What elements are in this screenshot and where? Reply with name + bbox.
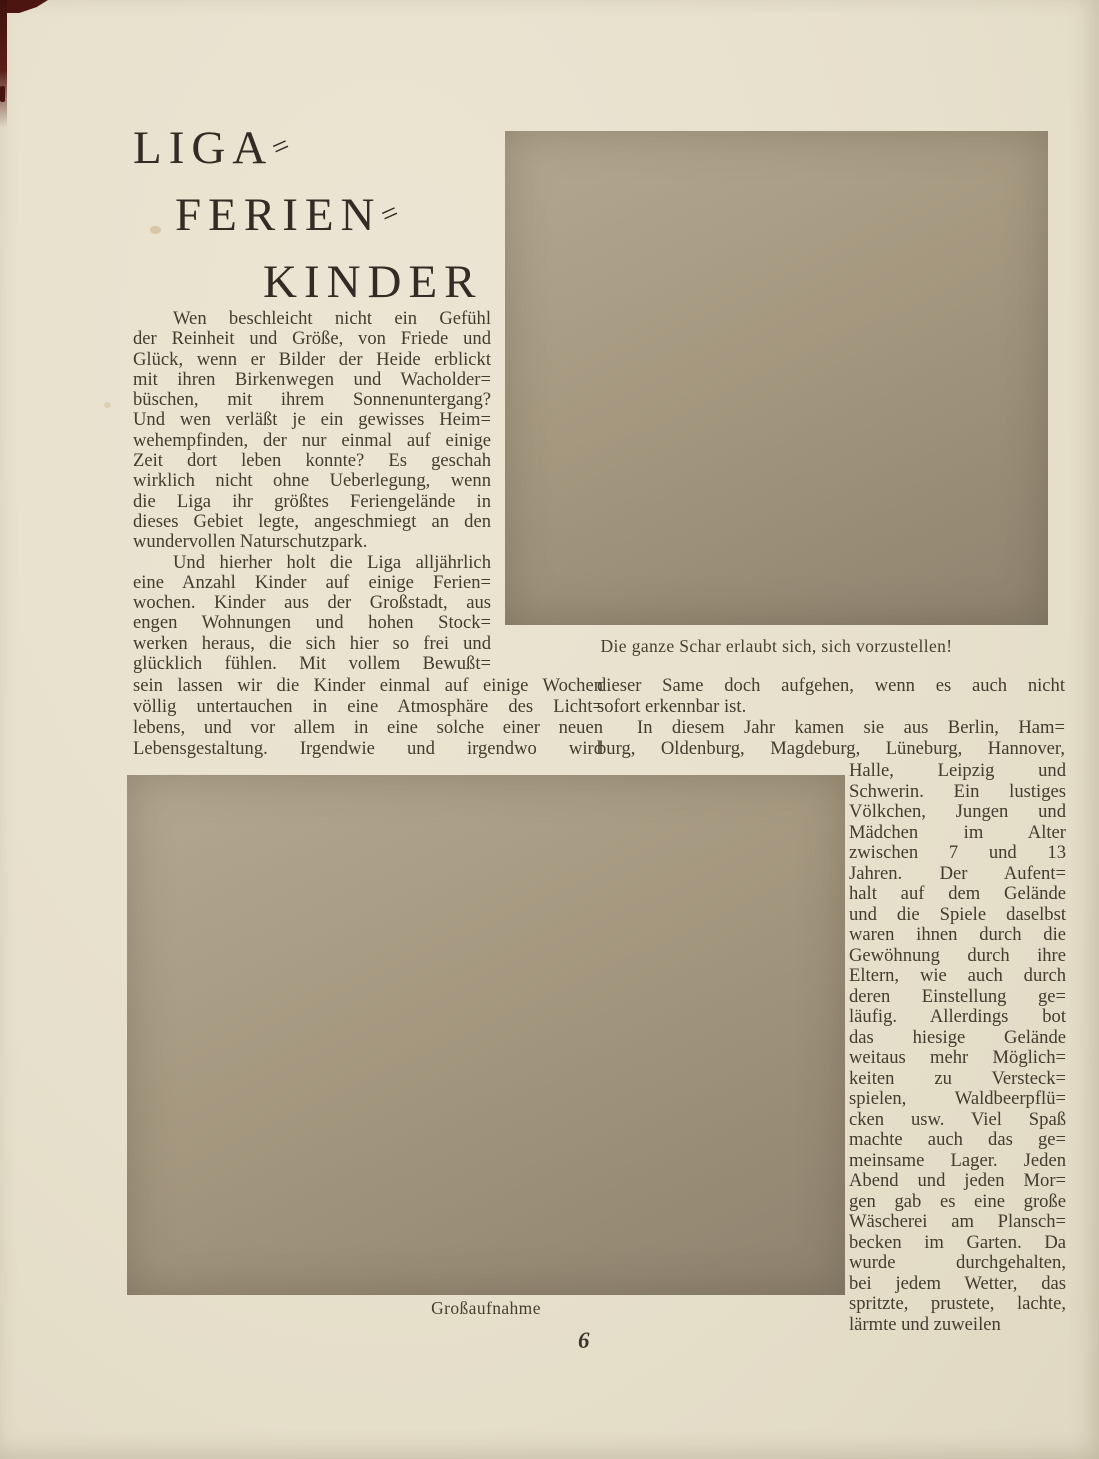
text-line: das hiesige Gelände — [849, 1026, 1066, 1048]
headline-line — [133, 118, 486, 185]
scan-edge-artifact — [0, 0, 48, 13]
text-line: wurde durchgehalten, — [849, 1252, 1066, 1273]
text-line: wirklich nicht ohne Ueberlegung, wenn — [133, 470, 491, 492]
headline-word: KINDER — [263, 256, 483, 308]
text-line: meinsame Lager. Jeden — [849, 1149, 1066, 1171]
text-line: dieser Same doch aufgehen, wenn es auch nicht — [597, 675, 1065, 696]
text-line: zwischen 7 und 13 — [849, 842, 1066, 863]
text-line: lebens, und vor allem in eine solche einer neuen — [133, 717, 603, 738]
text-line: bei jedem Wetter, das — [849, 1272, 1066, 1294]
text-line: machte auch das ge= — [849, 1129, 1066, 1150]
text-line: sofort erkennbar ist. — [597, 696, 747, 717]
scan-edge-artifact — [0, 86, 5, 102]
text-line: keiten zu Versteck= — [849, 1067, 1066, 1089]
text-line: waren ihnen durch die — [849, 924, 1066, 945]
text-line: halt auf dem Gelände — [849, 883, 1066, 904]
text-line: die Liga ihr größtes Feriengelände in — [133, 490, 491, 512]
text-line: deren Einstellung ge= — [849, 985, 1066, 1007]
text-line: läufig. Allerdings bot — [849, 1006, 1066, 1027]
text-line: Und hierher holt die Liga alljährlich — [173, 551, 491, 573]
text-line: wundervollen Naturschutzpark. — [133, 531, 368, 553]
photo-caption-bottom: Großaufnahme — [431, 1298, 541, 1318]
text-line: völlig untertauchen in eine Atmosphäre des Licht= — [133, 696, 603, 717]
text-line: In diesem Jahr kamen sie aus Berlin, Ham= — [637, 717, 1065, 738]
body-column-left-wide — [133, 675, 603, 759]
text-line: spielen, Waldbeerpflü= — [849, 1088, 1066, 1109]
text-line: büschen, mit ihrem Sonnenuntergang? — [133, 389, 491, 411]
text-line: dieses Gebiet legte, angeschmiegt an den — [133, 510, 491, 532]
text-line: burg, Oldenburg, Magdeburg, Lüneburg, Hannover, — [597, 738, 1065, 759]
photo-caption-top: Die ganze Schar erlaubt sich, sich vorzustellen! — [600, 636, 953, 656]
text-line: Völkchen, Jungen und — [849, 801, 1066, 822]
headline-word: FERIEN — [175, 189, 382, 241]
paper-stain — [104, 402, 111, 408]
headline-line — [263, 252, 486, 313]
text-line: wochen. Kinder aus der Großstadt, aus — [133, 592, 491, 614]
double-hyphen: = — [375, 195, 405, 232]
text-line: engen Wohnungen und hohen Stock= — [133, 612, 491, 634]
text-line: cken usw. Viel Spaß — [849, 1108, 1066, 1130]
body-column-left-narrow — [133, 309, 491, 674]
text-line: glücklich fühlen. Mit vollem Bewußt= — [133, 653, 491, 675]
text-line: der Reinheit und Größe, von Friede und — [133, 328, 491, 350]
double-hyphen: = — [267, 128, 296, 165]
page-number: 6 — [578, 1328, 590, 1353]
text-line: Schwerin. Ein lustiges — [849, 780, 1066, 802]
photo-placeholder-top — [505, 131, 1048, 625]
text-line: gen gab es eine große — [849, 1190, 1066, 1212]
text-line: Jahren. Der Aufent= — [849, 862, 1066, 884]
text-line: Abend und jeden Mor= — [849, 1170, 1066, 1191]
text-line: eine Anzahl Kinder auf einige Ferien= — [133, 571, 491, 593]
text-line: wehempfinden, der nur einmal auf einige — [133, 429, 491, 451]
text-line: Eltern, wie auch durch — [849, 965, 1066, 986]
text-line: Wen beschleicht nicht ein Gefühl — [173, 308, 491, 329]
text-line: Gewöhnung durch ihre — [849, 944, 1066, 966]
text-line: Mädchen im Alter — [849, 821, 1066, 843]
text-line: becken im Garten. Da — [849, 1231, 1066, 1253]
text-line: Und wen verläßt je ein gewisses Heim= — [133, 409, 491, 431]
text-line: Zeit dort leben konnte? Es geschah — [133, 450, 491, 472]
text-line: Lebensgestaltung. Irgendwie und irgendwo wird — [133, 738, 603, 759]
text-line: Glück, wenn er Bilder der Heide erblickt — [133, 348, 491, 370]
text-line: sein lassen wir die Kinder einmal auf einige Wochen — [133, 675, 603, 696]
scan-edge-artifact — [0, 0, 7, 128]
headline-word: LIGA — [133, 122, 274, 174]
text-line: Wäscherei am Plansch= — [849, 1211, 1066, 1232]
text-line: spritzte, prustete, lachte, — [849, 1293, 1066, 1314]
body-column-right-narrow — [849, 761, 1066, 1335]
text-line: lärmte und zuweilen — [849, 1313, 1001, 1335]
text-line: Halle, Leipzig und — [849, 760, 1066, 781]
text-line: weitaus mehr Möglich= — [849, 1047, 1066, 1068]
body-column-right-wide — [597, 675, 1065, 759]
article-title — [133, 118, 486, 313]
photo-placeholder-bottom — [127, 775, 845, 1295]
text-line: und die Spiele daselbst — [849, 903, 1066, 925]
text-line: mit ihren Birkenwegen und Wacholder= — [133, 368, 491, 390]
text-line: werken heraus, die sich hier so frei und — [133, 632, 491, 654]
headline-line — [175, 185, 486, 252]
